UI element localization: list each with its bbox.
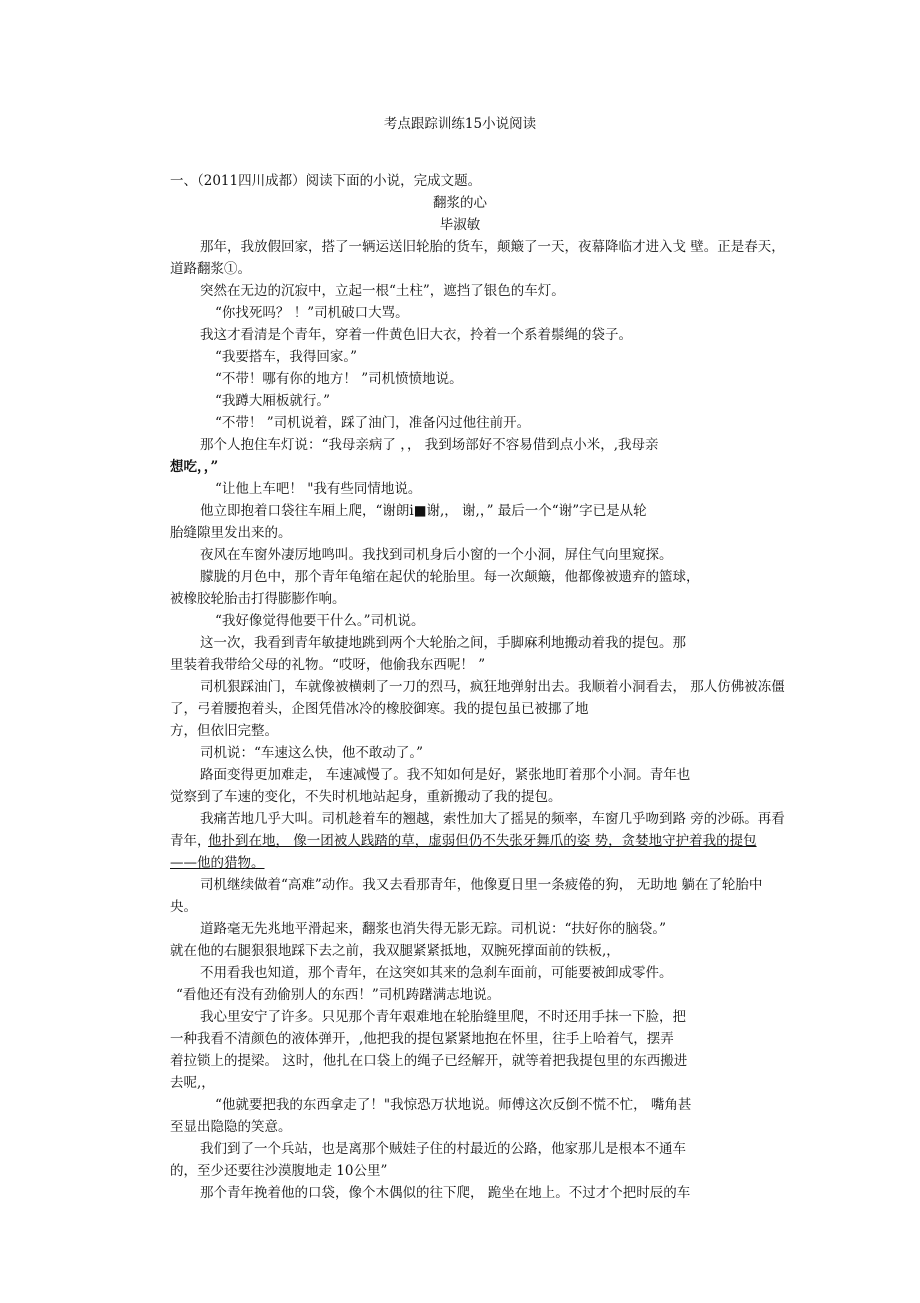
text-line: 的，至少还要往沙漠腹地走 10公里” [170,1163,388,1179]
text-line: “看他还有没有劲偷别人的东西！”司机踌躇满志地说。 [176,987,501,1003]
text-line: “他就要把我的东西拿走了！"我惊恐万状地说。师傅这次反倒不慌不忙， 嘴角甚 [215,1097,692,1113]
text-line: 夜风在车窗外凄厉地鸣叫。我找到司机身后小窗的一个小洞，屏住气向里窥探。 [200,547,673,563]
text-line: 路面变得更加难走， 车速减慢了。我不知如何是好，紧张地盯着那个小洞。青年也 [200,767,691,783]
text-line: “不带！ ”司机说着，踩了油门，准备闪过他往前开。 [215,415,531,431]
text-line: 方，但依旧完整。 [170,723,278,739]
text-line: 那个青年挽着他的口袋，像个木偶似的往下爬， 跪坐在地上。不过才个把时辰的车 [200,1185,691,1201]
text-line: “不带！哪有你的地方！ ”司机愤愤地说。 [215,371,463,387]
text-line: 了，弓着腰抱着头，企图凭借冰冷的橡胶御寒。我的提包虽已被挪了地 [170,701,589,717]
text-line: 觉察到了车速的变化，不失时机地站起身，重新搬动了我的提包。 [170,789,562,805]
text-line: 我们到了一个兵站，也是离那个贼娃子住的村最近的公路，他家那儿是根本不通车 [200,1141,686,1157]
text-line: 司机说：“车速这么快，他不敢动了。” [200,745,424,761]
text-line: 司机继续做着“高难”动作。我又去看那青年，他像夏日里一条疲倦的狗， 无助地 躺在了轮胎中 [200,877,763,893]
text-line: 这一次，我看到青年敏捷地跳到两个大轮胎之间，手脚麻利地搬动着我的提包。那 [200,635,686,651]
text-line: “我蹲大厢板就行。” [215,393,331,409]
text-line: 那年，我放假回家，搭了一辆运送旧轮胎的货车，颠簸了一天，夜幕降临才进入戈 壁。正是春天， [200,239,785,255]
text-line: 我这才看清是个青年，穿着一件黄色旧大衣，拎着一个系着鬃绳的袋子。 [200,327,632,343]
story-author: 毕淑敏 [439,217,481,233]
text-line: 想吃，，” [170,459,219,475]
text-line: 我痛苦地几乎大叫。司机趁着车的翘越，索性加大了摇晃的频率，车窗几乎吻到路 旁的沙砾。再看 [200,811,785,827]
text-line: 不用看我也知道，那个青年，在这突如其来的急刹车面前，可能要被卸成零件。 [200,965,673,981]
text-line: 他立即抱着口袋往车厢上爬，“谢朗i■谢,， 谢,，” 最后一个“谢”字已是从轮 [200,503,647,519]
text-line: 那个人抱住车灯说：“我母亲病了 ，， 我到场部好不容易借到点小米，,我母亲 [200,437,659,453]
text-line: “我要搭车，我得回家。” [215,349,358,365]
page-title: 考点跟踪训练15小说阅读 [383,116,537,132]
text-line: 朦胧的月色中，那个青年龟缩在起伏的轮胎里。每一次颠簸，他都像被遗弃的篮球， [200,569,700,585]
text-line: 至显出隐隐的笑意。 [170,1119,292,1135]
text-line: “我好像觉得他要干什么。”司机说。 [215,613,425,629]
story-title: 翻浆的心 [433,195,487,211]
text-line: 道路翻浆①。 [170,261,251,277]
text-line: 胎缝隙里发出来的。 [170,525,292,541]
underlined-text-line: ——他的猎物。 [170,855,265,871]
text-line: 一种我看不清颜色的液体弹开，,他把我的提包紧紧地抱在怀里，往手上哈着气，摆弄 [170,1031,674,1047]
text-line: 我心里安宁了许多。只见那个青年艰难地在轮胎缝里爬，不时还用手抹一下脸，把 [200,1009,686,1025]
text-line: 被橡胶轮胎击打得膨膨作响。 [170,591,346,607]
section-heading: 一、（2011四川成都）阅读下面的小说，完成文题。 [170,173,482,189]
text-line: 青年， [170,833,211,849]
text-line: 央。 [170,899,197,915]
text-line: 突然在无边的沉寂中，立起一根“土柱”，遮挡了银色的车灯。 [200,283,565,299]
text-line: 就在他的右腿狠狠地踩下去之前，我双腿紧紧抵地，双腕死撑面前的铁板,， [170,943,620,959]
text-line: 道路毫无先兆地平滑起来，翻浆也消失得无影无踪。司机说：“扶好你的脑袋。” [200,921,667,937]
text-line: “让他上车吧！ "我有些同情地说。 [215,481,422,497]
underlined-text-line: 他扑到在地， 像一团被人践踏的草，虚弱但仍不失张牙舞爪的姿 势，贪婪地守护着我的提包 [208,833,757,849]
text-line: “你找死吗？ ！”司机破口大骂。 [215,305,409,321]
text-line: 司机狠踩油门，车就像被横刺了一刀的烈马，疯狂地弹射出去。我顺着小洞看去， 那人仿佛被冻僵 [200,679,785,695]
text-line: 里装着我带给父母的礼物。“哎呀，他偷我东西呢！ ” [170,657,486,673]
text-line: 着拉锁上的提梁。 这时，他扎在口袋上的绳子已经解开，就等着把我提包里的东西搬进 [170,1053,688,1069]
text-line: 去呢,， [170,1075,215,1091]
